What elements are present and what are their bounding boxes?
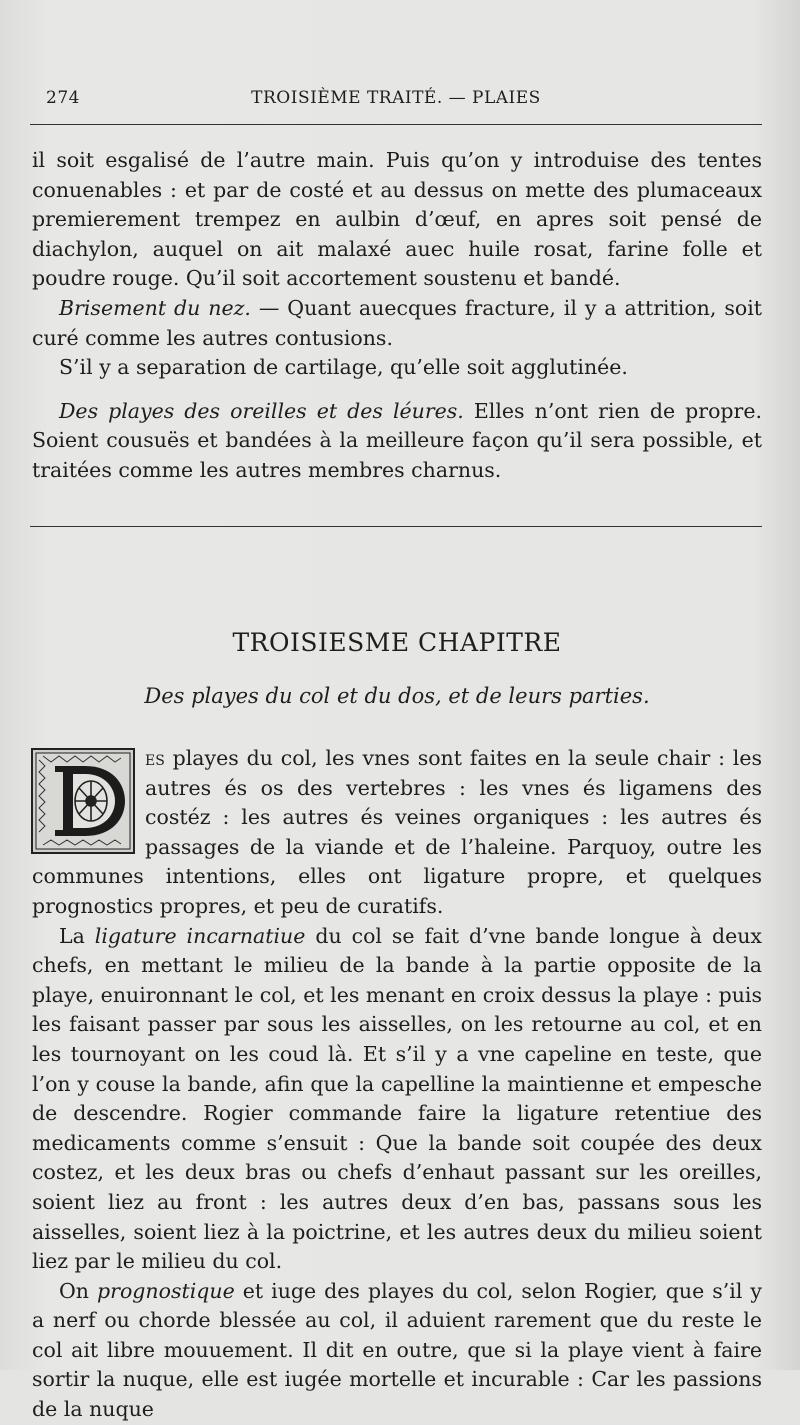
chapter-body (32, 744, 762, 1425)
running-title: TROISIÈME TRAITÉ. — PLAIES (251, 88, 541, 108)
header-rule (30, 124, 762, 125)
chapter-title: TROISIESME CHAPITRE (232, 628, 562, 657)
paragraph-brisement (32, 294, 762, 353)
paragraph-oreilles (32, 397, 762, 486)
paragraph-text: On (59, 1278, 98, 1303)
paragraph: S’il y a separation de cartilage, qu’elle soit agglutinée. (59, 355, 628, 380)
ornamental-initial-icon (33, 750, 133, 852)
paragraph-text: du col se fait d’vne bande longue à deux chefs, en mettant le milieu de la bande à la partie opposite de la playe, enuironnant le col, et les menant en croix dessus la playe : puis les faisant passer par sous les aisselles, on les retourne au col, et en les tournoyant on les coud là. Et s’il y a vne capeline en teste, que l’on y couse la bande, afin que la capelline la maintienne et empesche de descendre. Rogier commande faire la ligature retentiue des medicaments comme s’ensuit : Que la bande soit coupée des deux costez, et les deux bras ou chefs d’enhaut passant sur les oreilles, soient liez au front : les autres deux d’en bas, passans sous les aisselles, soient liez à la poictrine, et les autres deux du milieu soient liez par le milieu du col. (32, 923, 762, 1274)
paragraph-lead (32, 744, 762, 922)
paragraph-heading: Brisement du nez. (59, 295, 251, 320)
page-number: 274 (46, 88, 80, 108)
section-continuation (32, 146, 762, 486)
paragraph: il soit esgalisé de l’autre main. Puis qu’on y introduise des tentes conuenables : et par de costé et au dessus on mette des plumaceaux premierement trempez en aulbin d’œuf, en apres soit pensé de diachylon, auquel on ait malaxé auec huile rosat, farine folle et poudre rouge. Qu’il soit accortement soustenu et bandé. (32, 148, 762, 291)
section-divider (30, 526, 762, 527)
ornamental-initial (31, 748, 135, 854)
paragraph-ligature (32, 922, 762, 1277)
paragraph-emphasis: ligature incarnatiue (94, 923, 306, 948)
paragraph-lead-smallcaps: es (145, 746, 165, 770)
paragraph-prognostique (32, 1277, 762, 1425)
paragraph-emphasis: prognostique (97, 1278, 235, 1303)
paragraph-heading: Des playes des oreilles et des léures. (59, 398, 464, 423)
paragraph-text: playes du col, les vnes sont faites en la seule chair : les autres és os des vertebres : les vnes és ligamens des costéz : les autres és veines organiques : les autres és passages de la viande et de l’haleine. Parquoy, outre les communes intentions, elles ont ligature propre, et quelques prognostics propres, et peu de curatifs. (32, 746, 762, 918)
running-header (32, 88, 760, 114)
paragraph-text: — Quant auecques fracture, il y a attrition, soit curé comme les autres contusions. (32, 295, 762, 350)
paragraph-text: et iuge des playes du col, selon Rogier, que s’il y a nerf ou chorde blessée au col, il aduient rarement que du reste le col ait libre mouuement. Il dit en outre, que si la playe vient à faire sortir la nuque, elle est iugée mortelle et incurable : Car les passions de la nuque (32, 1278, 762, 1422)
paragraph-text: La (59, 923, 95, 948)
paragraph-text: Elles n’ont rien de propre. Soient cousuës et bandées à la meilleure façon qu’il sera possible, et traitées comme les autres membres charnus. (32, 398, 762, 482)
chapter-subtitle: Des playes du col et du dos, et de leurs parties. (144, 684, 650, 708)
